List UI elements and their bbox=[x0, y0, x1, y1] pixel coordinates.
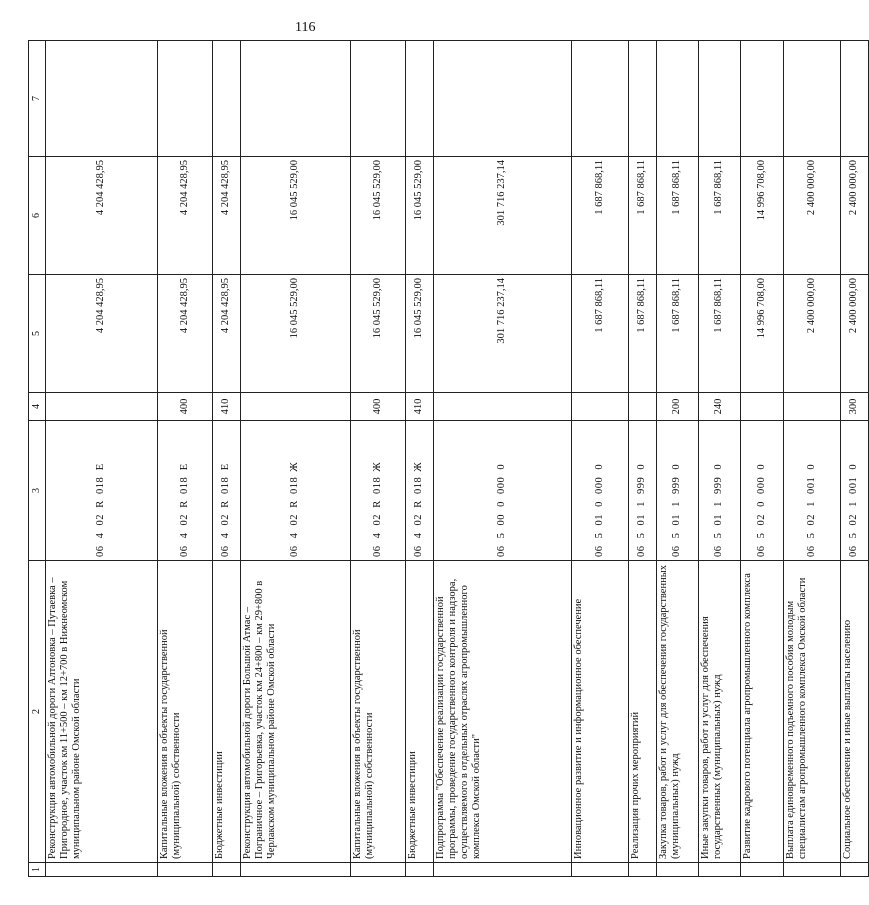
amount-cell-s7 bbox=[406, 41, 434, 157]
code-part: 06 bbox=[713, 545, 725, 557]
header-cell: 2 bbox=[29, 561, 46, 863]
amount-cell-s7 bbox=[241, 41, 351, 157]
amount-cell-s7 bbox=[158, 41, 213, 157]
header-cell: 4 bbox=[29, 393, 46, 421]
code-part: 1 bbox=[636, 501, 648, 507]
header-cell: 3 bbox=[29, 421, 46, 561]
amount-cell-s7 bbox=[434, 41, 572, 157]
code-part: 018 bbox=[220, 476, 232, 494]
amount-cell-s5: 2 400 000,00 bbox=[784, 275, 841, 393]
code-part: 06 bbox=[220, 545, 232, 557]
row-name-cell: Реконструкция автомобильной дороги Алтоновка – Путаевка – Пригородное, участок км 11+500 – км 12+700 в Нижнеомском муниципальном районе Омской области bbox=[46, 561, 158, 863]
row-name-cell: Реализация прочих мероприятий bbox=[629, 561, 657, 863]
code-part: 018 bbox=[95, 476, 107, 494]
row-name-cell: Закупка товаров, работ и услуг для обеспечения государственных (муниципальных) нужд bbox=[657, 561, 699, 863]
code-part: 4 bbox=[371, 532, 383, 539]
code-part: 0 bbox=[496, 463, 508, 470]
code-part: 02 bbox=[178, 514, 190, 526]
code-part: 0 bbox=[593, 501, 605, 507]
target-code-cell bbox=[46, 421, 158, 561]
code-part: 001 bbox=[805, 476, 817, 494]
rotated-table-wrapper bbox=[28, 41, 860, 877]
row-name-cell: Капитальные вложения в объекты государственной (муниципальной) собственности bbox=[351, 561, 406, 863]
code-part: 02 bbox=[289, 514, 301, 526]
amount-cell-s5: 16 045 529,00 bbox=[241, 275, 351, 393]
target-code-cell bbox=[158, 421, 213, 561]
code-part: 02 bbox=[805, 514, 817, 526]
amount-cell-s6: 1 687 868,11 bbox=[699, 157, 741, 275]
header-cell: 5 bbox=[29, 275, 46, 393]
amount-cell-s6: 1 687 868,11 bbox=[657, 157, 699, 275]
table-row bbox=[46, 41, 158, 877]
header-cell: 1 bbox=[29, 863, 46, 877]
amount-cell-s5: 4 204 428,95 bbox=[46, 275, 158, 393]
table-row bbox=[406, 41, 434, 877]
row-index-cell bbox=[572, 863, 629, 877]
row-name-cell: Реконструкция автомобильной дороги Большой Атмас – Пограничное – Григорьевка, участок км 24+800 – км 29+800 в Черлакском муниципальном районе Омской области bbox=[241, 561, 351, 863]
row-index-cell bbox=[158, 863, 213, 877]
code-part: 06 bbox=[636, 545, 648, 557]
code-part: 06 bbox=[671, 545, 683, 557]
row-index-cell bbox=[657, 863, 699, 877]
code-part: 5 bbox=[496, 532, 508, 539]
amount-cell-s6: 2 400 000,00 bbox=[841, 157, 869, 275]
code-part: R bbox=[413, 500, 425, 508]
expense-type-cell bbox=[629, 393, 657, 421]
amount-cell-s5: 14 996 708,00 bbox=[741, 275, 784, 393]
code-part: 06 bbox=[593, 545, 605, 557]
amount-cell-s6: 1 687 868,11 bbox=[629, 157, 657, 275]
amount-cell-s6: 4 204 428,95 bbox=[158, 157, 213, 275]
code-part: 00 bbox=[496, 514, 508, 526]
code-part: R bbox=[220, 500, 232, 508]
target-code-cell bbox=[841, 421, 869, 561]
code-part: Е bbox=[178, 463, 190, 471]
row-index-cell bbox=[699, 863, 741, 877]
target-code-cell bbox=[351, 421, 406, 561]
code-part: 999 bbox=[671, 476, 683, 494]
code-part: 06 bbox=[805, 545, 817, 557]
table-row bbox=[784, 41, 841, 877]
code-part: 1 bbox=[848, 501, 860, 507]
amount-cell-s7 bbox=[841, 41, 869, 157]
expense-type-cell: 410 bbox=[406, 393, 434, 421]
code-part: 0 bbox=[713, 463, 725, 470]
code-part: 4 bbox=[178, 532, 190, 539]
table-row bbox=[741, 41, 784, 877]
amount-cell-s5: 1 687 868,11 bbox=[657, 275, 699, 393]
target-code-cell bbox=[406, 421, 434, 561]
target-code-cell bbox=[741, 421, 784, 561]
code-part: 1 bbox=[805, 501, 817, 507]
target-code-cell bbox=[241, 421, 351, 561]
code-part: Ж bbox=[289, 461, 301, 472]
row-index-cell bbox=[434, 863, 572, 877]
code-part: 0 bbox=[805, 463, 817, 470]
code-part: 06 bbox=[755, 545, 767, 557]
code-part: 000 bbox=[593, 476, 605, 494]
table-row bbox=[351, 41, 406, 877]
code-part: 02 bbox=[371, 514, 383, 526]
target-code-cell bbox=[657, 421, 699, 561]
header-row bbox=[29, 41, 46, 877]
amount-cell-s5: 16 045 529,00 bbox=[406, 275, 434, 393]
expense-type-cell bbox=[434, 393, 572, 421]
code-part: Е bbox=[95, 463, 107, 471]
expense-type-cell: 200 bbox=[657, 393, 699, 421]
amount-cell-s7 bbox=[572, 41, 629, 157]
code-part: 999 bbox=[636, 476, 648, 494]
code-part: R bbox=[371, 500, 383, 508]
code-part: Ж bbox=[371, 461, 383, 472]
code-part: 06 bbox=[371, 545, 383, 557]
amount-cell-s5: 1 687 868,11 bbox=[629, 275, 657, 393]
amount-cell-s6: 16 045 529,00 bbox=[351, 157, 406, 275]
amount-cell-s5: 2 400 000,00 bbox=[841, 275, 869, 393]
code-part: 02 bbox=[413, 514, 425, 526]
target-code-cell bbox=[434, 421, 572, 561]
code-part: 01 bbox=[671, 514, 683, 526]
code-part: R bbox=[178, 500, 190, 508]
amount-cell-s6: 14 996 708,00 bbox=[741, 157, 784, 275]
code-part: 5 bbox=[593, 532, 605, 539]
amount-cell-s5: 1 687 868,11 bbox=[699, 275, 741, 393]
code-part: 5 bbox=[636, 532, 648, 539]
code-part: R bbox=[289, 500, 301, 508]
code-part: 4 bbox=[220, 532, 232, 539]
row-name-cell: Бюджетные инвестиции bbox=[406, 561, 434, 863]
row-name-cell: Иные закупки товаров, работ и услуг для обеспечения государственных (муниципальных) нужд bbox=[699, 561, 741, 863]
code-part: Ж bbox=[413, 461, 425, 472]
amount-cell-s6: 1 687 868,11 bbox=[572, 157, 629, 275]
amount-cell-s7 bbox=[46, 41, 158, 157]
amount-cell-s5: 4 204 428,95 bbox=[213, 275, 241, 393]
budget-table bbox=[28, 40, 869, 877]
row-index-cell bbox=[406, 863, 434, 877]
code-part: 4 bbox=[289, 532, 301, 539]
table-row bbox=[657, 41, 699, 877]
amount-cell-s7 bbox=[351, 41, 406, 157]
amount-cell-s7 bbox=[699, 41, 741, 157]
table-row bbox=[841, 41, 869, 877]
row-index-cell bbox=[784, 863, 841, 877]
expense-type-cell bbox=[741, 393, 784, 421]
code-part: 02 bbox=[755, 514, 767, 526]
row-name-cell: Развитие кадрового потенциала агропромышленного комплекса bbox=[741, 561, 784, 863]
target-code-cell bbox=[629, 421, 657, 561]
target-code-cell bbox=[784, 421, 841, 561]
code-part: 02 bbox=[95, 514, 107, 526]
row-index-cell bbox=[213, 863, 241, 877]
table-row bbox=[241, 41, 351, 877]
row-index-cell bbox=[741, 863, 784, 877]
row-name-cell: Выплата единовременного подъемного пособия молодым специалистам агропромышленного комплекса Омской области bbox=[784, 561, 841, 863]
table-row bbox=[572, 41, 629, 877]
code-part: 06 bbox=[496, 545, 508, 557]
target-code-cell bbox=[699, 421, 741, 561]
code-part: 018 bbox=[413, 476, 425, 494]
row-name-cell: Инновационное развитие и информационное обеспечение bbox=[572, 561, 629, 863]
code-part: 5 bbox=[713, 532, 725, 539]
code-part: 0 bbox=[636, 463, 648, 470]
table-row bbox=[629, 41, 657, 877]
code-part: 0 bbox=[671, 463, 683, 470]
amount-cell-s5: 16 045 529,00 bbox=[351, 275, 406, 393]
expense-type-cell bbox=[46, 393, 158, 421]
amount-cell-s6: 4 204 428,95 bbox=[46, 157, 158, 275]
amount-cell-s5: 301 716 237,14 bbox=[434, 275, 572, 393]
code-part: 0 bbox=[593, 463, 605, 470]
code-part: 06 bbox=[413, 545, 425, 557]
expense-type-cell: 240 bbox=[699, 393, 741, 421]
expense-type-cell bbox=[572, 393, 629, 421]
code-part: 1 bbox=[671, 501, 683, 507]
expense-type-cell: 410 bbox=[213, 393, 241, 421]
code-part: 001 bbox=[848, 476, 860, 494]
code-part: 06 bbox=[848, 545, 860, 557]
row-index-cell bbox=[241, 863, 351, 877]
row-name-cell: Социальное обеспечение и иные выплаты населению bbox=[841, 561, 869, 863]
code-part: 999 bbox=[713, 476, 725, 494]
code-part: Е bbox=[220, 463, 232, 471]
expense-type-cell bbox=[784, 393, 841, 421]
code-part: 02 bbox=[848, 514, 860, 526]
amount-cell-s7 bbox=[657, 41, 699, 157]
header-cell: 7 bbox=[29, 41, 46, 157]
code-part: 01 bbox=[636, 514, 648, 526]
amount-cell-s6: 301 716 237,14 bbox=[434, 157, 572, 275]
row-name-cell: Бюджетные инвестиции bbox=[213, 561, 241, 863]
code-part: 0 bbox=[755, 463, 767, 470]
code-part: 5 bbox=[671, 532, 683, 539]
code-part: 1 bbox=[713, 501, 725, 507]
code-part: 06 bbox=[178, 545, 190, 557]
amount-cell-s5: 1 687 868,11 bbox=[572, 275, 629, 393]
code-part: 0 bbox=[755, 501, 767, 507]
amount-cell-s7 bbox=[741, 41, 784, 157]
expense-type-cell: 300 bbox=[841, 393, 869, 421]
page-number: 116 bbox=[295, 20, 316, 35]
code-part: 01 bbox=[713, 514, 725, 526]
amount-cell-s6: 16 045 529,00 bbox=[241, 157, 351, 275]
expense-type-cell bbox=[241, 393, 351, 421]
row-name-cell: Подпрограмма "Обеспечение реализации государственной программы, проведение государственного контроля и надзора, осуществляемого в отдельных отраслях агропромышленного комплекса Омской области" bbox=[434, 561, 572, 863]
code-part: 4 bbox=[95, 532, 107, 539]
code-part: 06 bbox=[95, 545, 107, 557]
row-index-cell bbox=[46, 863, 158, 877]
header-cell: 6 bbox=[29, 157, 46, 275]
row-index-cell bbox=[841, 863, 869, 877]
amount-cell-s6: 4 204 428,95 bbox=[213, 157, 241, 275]
row-index-cell bbox=[629, 863, 657, 877]
code-part: 06 bbox=[289, 545, 301, 557]
amount-cell-s7 bbox=[629, 41, 657, 157]
amount-cell-s7 bbox=[213, 41, 241, 157]
code-part: 5 bbox=[755, 532, 767, 539]
code-part: 5 bbox=[848, 532, 860, 539]
expense-type-cell: 400 bbox=[351, 393, 406, 421]
target-code-cell bbox=[213, 421, 241, 561]
table-row bbox=[213, 41, 241, 877]
code-part: 01 bbox=[593, 514, 605, 526]
amount-cell-s6: 16 045 529,00 bbox=[406, 157, 434, 275]
target-code-cell bbox=[572, 421, 629, 561]
code-part: 000 bbox=[755, 476, 767, 494]
code-part: 018 bbox=[178, 476, 190, 494]
amount-cell-s7 bbox=[784, 41, 841, 157]
amount-cell-s6: 2 400 000,00 bbox=[784, 157, 841, 275]
table-row bbox=[158, 41, 213, 877]
row-index-cell bbox=[351, 863, 406, 877]
table-row bbox=[699, 41, 741, 877]
code-part: 4 bbox=[413, 532, 425, 539]
code-part: 018 bbox=[289, 476, 301, 494]
amount-cell-s5: 4 204 428,95 bbox=[158, 275, 213, 393]
table-row bbox=[434, 41, 572, 877]
code-part: 018 bbox=[371, 476, 383, 494]
code-part: 0 bbox=[848, 463, 860, 470]
code-part: 000 bbox=[496, 476, 508, 494]
code-part: 5 bbox=[805, 532, 817, 539]
code-part: 02 bbox=[220, 514, 232, 526]
expense-type-cell: 400 bbox=[158, 393, 213, 421]
code-part: R bbox=[95, 500, 107, 508]
row-name-cell: Капитальные вложения в объекты государственной (муниципальной) собственности bbox=[158, 561, 213, 863]
code-part: 0 bbox=[496, 501, 508, 507]
